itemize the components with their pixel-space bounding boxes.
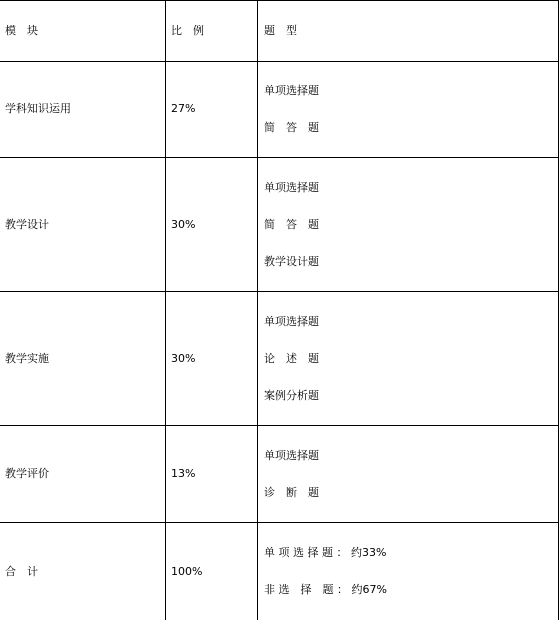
- question-type-item: 单项选择题: [264, 181, 319, 194]
- row-divider: [0, 291, 559, 292]
- ratio-cell: 13%: [171, 467, 196, 480]
- question-type-item: 论 述 题: [264, 352, 319, 365]
- header-ratio: 比 例: [171, 24, 204, 37]
- question-type-item: 单项选择题: [264, 449, 319, 462]
- row-divider: [0, 61, 559, 62]
- total-label: 合 计: [5, 565, 38, 578]
- question-type-item: 教学设计题: [264, 255, 319, 268]
- header-module: 模 块: [5, 24, 38, 37]
- question-type-item: 简 答 题: [264, 218, 319, 231]
- ratio-cell: 30%: [171, 218, 196, 231]
- question-type-item: 单项选择题: [264, 84, 319, 97]
- question-type-item: 案例分析题: [264, 389, 319, 402]
- question-type-item: 诊 断 题: [264, 486, 319, 499]
- module-cell: 教学实施: [5, 352, 49, 365]
- header-question-type: 题 型: [264, 24, 297, 37]
- ratio-cell: 27%: [171, 102, 196, 115]
- question-type-item: 单项选择题: [264, 315, 319, 328]
- question-type-summary: 单 项 选 择 题 ： 约33%: [264, 546, 387, 559]
- row-divider: [0, 425, 559, 426]
- total-ratio: 100%: [171, 565, 203, 578]
- ratio-cell: 30%: [171, 352, 196, 365]
- table-top-border: [0, 0, 559, 1]
- question-type-summary: 非 选 择 题 ： 约67%: [264, 583, 387, 596]
- row-divider: [0, 522, 559, 523]
- module-cell: 学科知识运用: [5, 102, 71, 115]
- question-type-item: 简 答 题: [264, 121, 319, 134]
- module-cell: 教学评价: [5, 467, 49, 480]
- column-divider: [257, 0, 258, 620]
- row-divider: [0, 157, 559, 158]
- column-divider: [165, 0, 166, 620]
- module-cell: 教学设计: [5, 218, 49, 231]
